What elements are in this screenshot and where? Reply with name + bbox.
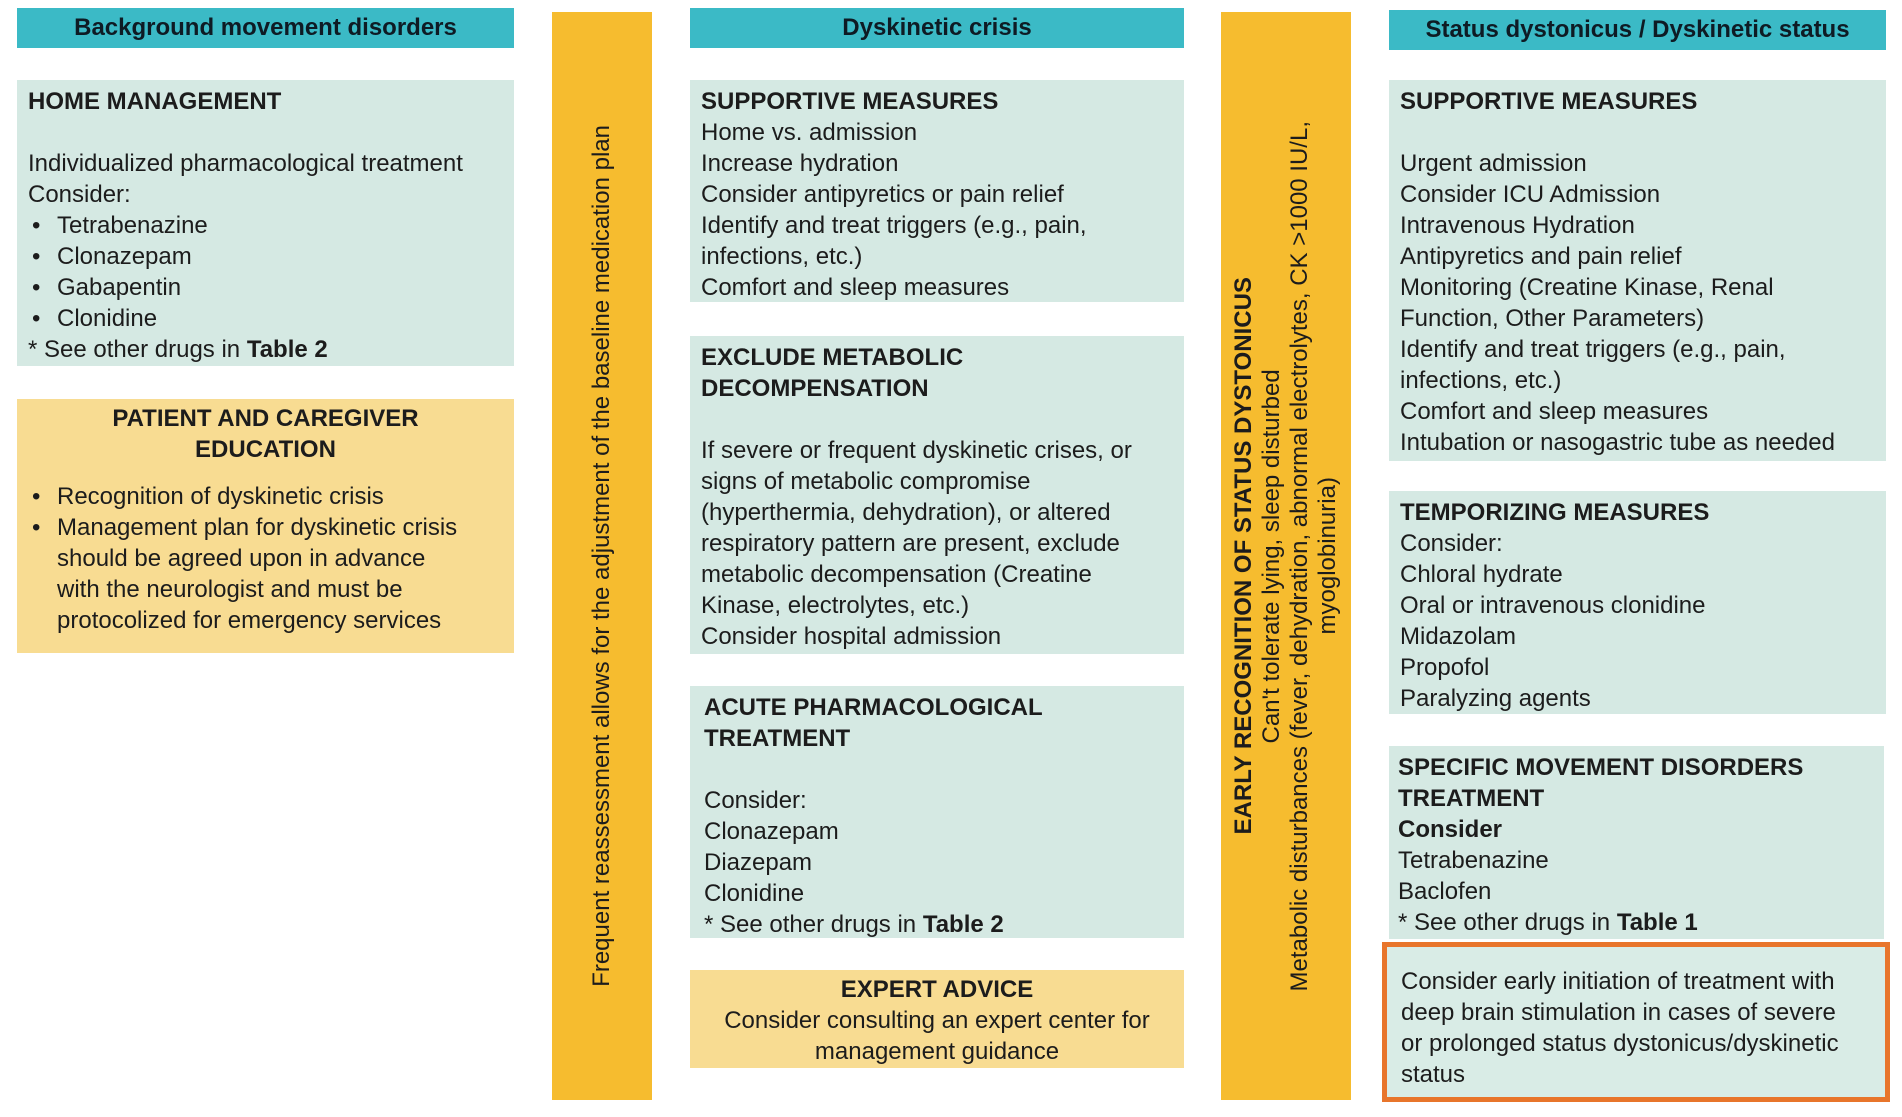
text-line: respiratory pattern are present, exclude (701, 530, 1120, 557)
education-list (28, 481, 503, 636)
status-supportive-title: SUPPORTIVE MEASURES (1400, 88, 1698, 115)
reassessment-bar (552, 12, 652, 1100)
text-line: Diazepam (704, 849, 813, 876)
text-line: Monitoring (Creatine Kinase, Renal (1400, 274, 1774, 301)
text-line: deep brain stimulation in cases of severe (1401, 999, 1836, 1026)
text-line: Comfort and sleep measures (1400, 398, 1709, 425)
patient-education-title: PATIENT AND CAREGIVER EDUCATION (112, 405, 419, 463)
text-line: Chloral hydrate (1400, 561, 1563, 588)
supportive-measures-title: SUPPORTIVE MEASURES (701, 88, 999, 115)
dbs-highlight-box (1382, 942, 1890, 1102)
specific-treatment-title: SPECIFIC MOVEMENT DISORDERS TREATMENT (1398, 754, 1804, 812)
text-line: metabolic decompensation (Creatine (701, 561, 1092, 588)
acute-table-note: * See other drugs in Table 2 (704, 911, 1004, 938)
text-line: Home vs. admission (701, 119, 918, 146)
text-line: Identify and treat triggers (e.g., pain, (701, 212, 1087, 239)
header-dyskinetic-crisis: Dyskinetic crisis (690, 8, 1184, 48)
text-line: or prolonged status dystonicus/dyskinetic (1401, 1030, 1839, 1057)
expert-advice-box (690, 970, 1184, 1068)
text-line: Propofol (1400, 654, 1490, 681)
text-line: Consider ICU Admission (1400, 181, 1661, 208)
text-line: Consider antipyretics or pain relief (701, 181, 1064, 208)
early-recognition-text: EARLY RECOGNITION OF STATUS DYSTONICUS Can't tolerate lying, sleep disturbed Metabolic disturbances (fever, dehydration, abnormal electrolytes, CK >1000 IU/L, myoglobinuria) (1230, 120, 1341, 992)
list-item: • Gabapentin (28, 272, 503, 303)
text-line: Function, Other Parameters) (1400, 305, 1705, 332)
text-line: Clonidine (704, 880, 805, 907)
text-line: (hyperthermia, dehydration), or altered (701, 499, 1111, 526)
specific-table-note: * See other drugs in Table 1 (1398, 909, 1698, 936)
header-status-dystonicus: Status dystonicus / Dyskinetic status (1389, 10, 1886, 50)
text-line: signs of metabolic compromise (701, 468, 1031, 495)
text-line: Baclofen (1398, 878, 1492, 905)
home-management-box (17, 80, 514, 366)
text-line: Consider: (704, 787, 807, 814)
text-line: Antipyretics and pain relief (1400, 243, 1682, 270)
reassessment-text: Frequent reassessment allows for the adjustment of the baseline medication plan (588, 125, 615, 987)
status-supportive-box (1389, 80, 1886, 461)
text-line: Tetrabenazine (1398, 847, 1549, 874)
text-line: Oral or intravenous clonidine (1400, 592, 1706, 619)
supportive-measures-box (690, 80, 1184, 302)
text-line: Identify and treat triggers (e.g., pain, (1400, 336, 1786, 363)
text-line: Urgent admission (1400, 150, 1587, 177)
exclude-metabolic-box (690, 336, 1184, 654)
list-item: • Recognition of dyskinetic crisis (28, 481, 503, 512)
exclude-metabolic-title: EXCLUDE METABOLIC DECOMPENSATION (701, 344, 964, 402)
text-line: Kinase, electrolytes, etc.) (701, 592, 970, 619)
text-line: Comfort and sleep measures (701, 274, 1010, 301)
text-line: Paralyzing agents (1400, 685, 1591, 712)
text-line: Midazolam (1400, 623, 1517, 650)
home-management-text: Individualized pharmacological treatment (28, 150, 463, 177)
text-line: Increase hydration (701, 150, 899, 177)
text-line: infections, etc.) (1400, 367, 1562, 394)
expert-advice-title: EXPERT ADVICE (840, 976, 1034, 1003)
acute-pharmacological-title: ACUTE PHARMACOLOGICAL TREATMENT (704, 694, 1043, 752)
list-item: • Tetrabenazine (28, 210, 503, 241)
text-line: Consider: (1400, 530, 1503, 557)
text-line: Consider early initiation of treatment with (1401, 968, 1835, 995)
home-table-note: * See other drugs in Table 2 (28, 336, 328, 363)
text-line: status (1401, 1061, 1466, 1088)
acute-pharmacological-box (690, 686, 1184, 938)
temporizing-measures-title: TEMPORIZING MEASURES (1400, 499, 1710, 526)
text-line: Intubation or nasogastric tube as needed (1400, 429, 1835, 456)
list-item: • Clonazepam (28, 241, 503, 272)
header-background-movement-disorders: Background movement disorders (17, 8, 514, 48)
home-management-consider: Consider: (28, 181, 131, 208)
text-line: If severe or frequent dyskinetic crises, or (701, 437, 1132, 464)
text-line: Consider consulting an expert center for (724, 1007, 1150, 1034)
temporizing-measures-box (1389, 491, 1886, 714)
patient-education-box (17, 399, 514, 653)
text-line: Intravenous Hydration (1400, 212, 1635, 239)
list-item: • Clonidine (28, 303, 503, 334)
home-drug-list (28, 210, 503, 334)
specific-treatment-box (1389, 746, 1884, 939)
list-item: • Management plan for dyskinetic crisis should be agreed upon in advance with the neurologist and must be protocolized for emergency services (28, 512, 503, 636)
home-management-title: HOME MANAGEMENT (28, 88, 282, 115)
text-line: infections, etc.) (701, 243, 863, 270)
specific-consider: Consider (1398, 816, 1503, 843)
text-line: management guidance (814, 1038, 1060, 1065)
text-line: Clonazepam (704, 818, 839, 845)
text-line: Consider hospital admission (701, 623, 1002, 650)
early-recognition-bar (1221, 12, 1351, 1100)
